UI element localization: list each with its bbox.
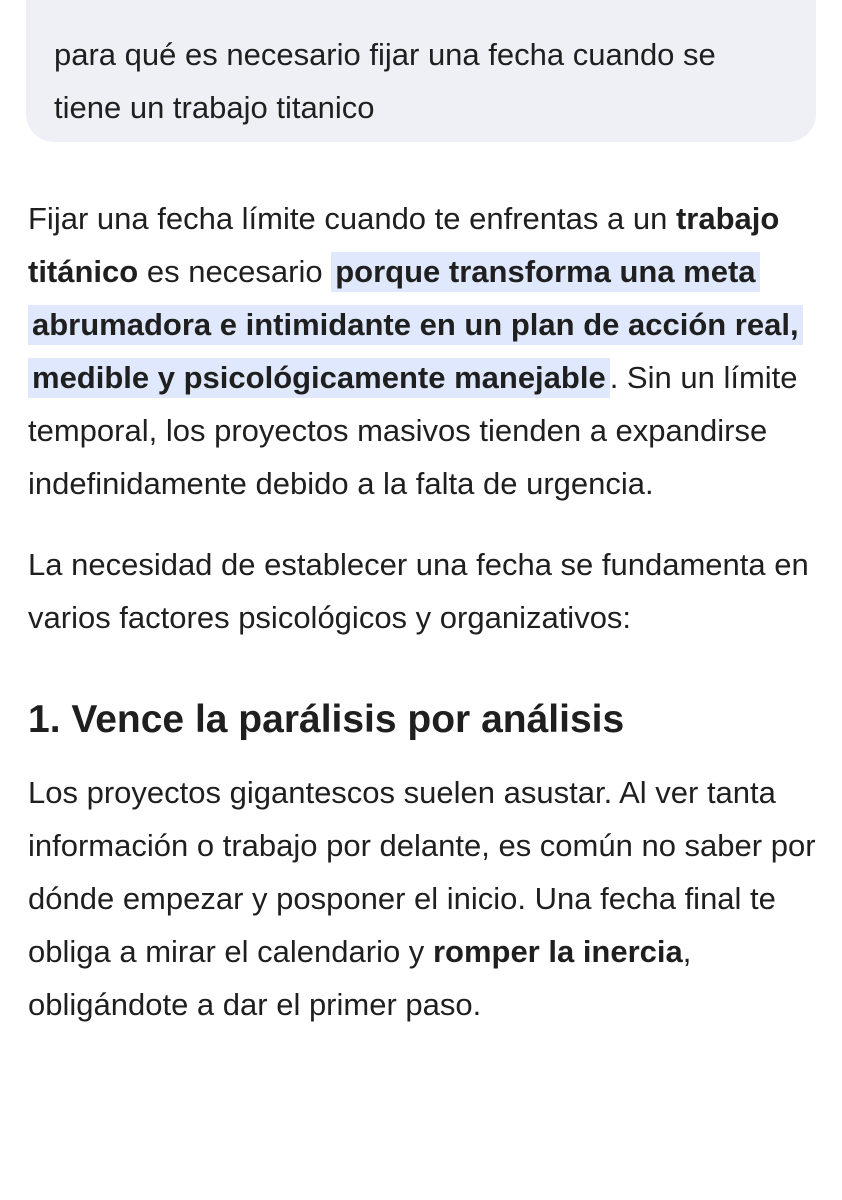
model-response: [28, 192, 818, 1031]
intro-text-2: es necesario: [138, 254, 332, 289]
user-prompt-bubble: [26, 0, 816, 142]
section-body-paragraph: [28, 766, 818, 1031]
section-bold-term: romper la inercia: [432, 934, 683, 969]
response-lead-paragraph: La necesidad de establecer una fecha se fundamenta en varios factores psicológicos y organizativos:: [28, 547, 809, 635]
intro-bold-term: trabajo titánico: [28, 201, 780, 289]
section-text-2: , obligándote a dar el primer paso.: [28, 934, 692, 1022]
user-prompt-text: para qué es necesario fijar una fecha cuando se tiene un trabajo titanico: [54, 37, 716, 125]
intro-text-3: . Sin un límite temporal, los proyectos masivos tienden a expandirse indefinidamente debido a la falta de urgencia.: [28, 360, 798, 501]
highlighted-answer[interactable]: porque transforma una meta abrumadora e intimidante en un plan de acción real, medible y psicológicamente manejable: [28, 252, 803, 398]
response-intro-paragraph: [28, 192, 818, 510]
intro-text-1: Fijar una fecha límite cuando te enfrentas a un: [28, 201, 676, 236]
section-heading: 1. Vence la parálisis por análisis: [28, 698, 625, 741]
section-text-1: Los proyectos gigantescos suelen asustar. Al ver tanta información o trabajo por delante, es común no saber por dónde empezar y posponer el inicio. Una fecha final te obliga a mirar el calendario y: [28, 775, 816, 969]
